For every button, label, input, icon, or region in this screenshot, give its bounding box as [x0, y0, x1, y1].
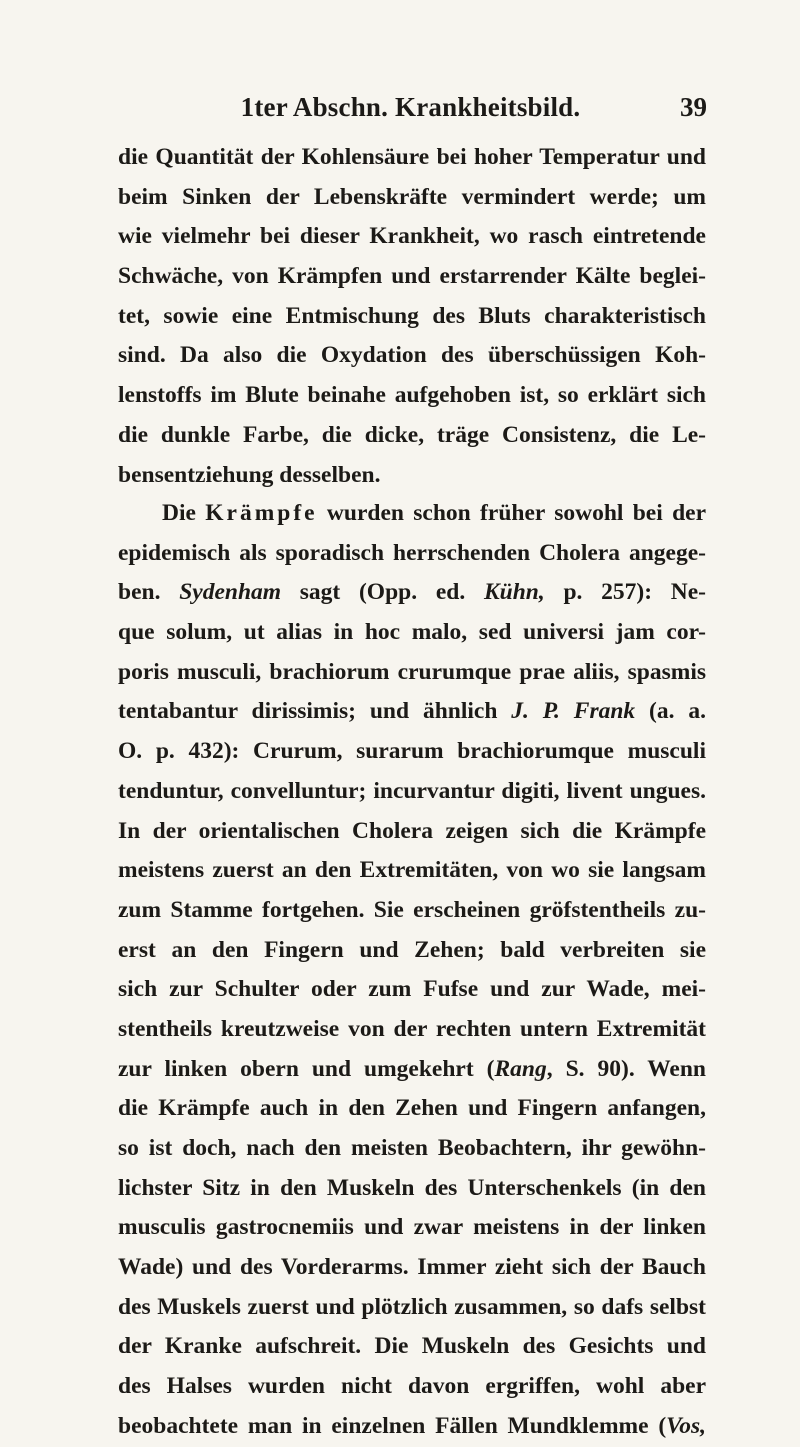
- text-line: O. p. 432): Crurum, surarum brachiorumque musculi: [118, 738, 706, 765]
- text-line: que solum, ut alias in hoc malo, sed universi jam cor-: [118, 619, 706, 646]
- running-header: [118, 92, 707, 136]
- text-line: zum Stamme fortgehen. Sie erscheinen gröfstentheils zu-: [118, 896, 706, 923]
- line-text: tentabantur dirissimis; und ähnlich: [118, 698, 512, 725]
- header-title: 1ter Abschn. Krankheitsbild.: [240, 92, 581, 122]
- text-line: so ist doch, nach den meisten Beobachtern, ihr gewöhn-: [118, 1135, 706, 1161]
- editor-name: Kühn,: [483, 579, 545, 606]
- text-line: die dunkle Farbe, die dicke, träge Consistenz, die Le-: [118, 421, 706, 448]
- line-text: wurden schon früher sowohl bei der: [317, 500, 706, 526]
- text-line: bensentziehung desselben.: [118, 461, 381, 488]
- page-number: 39: [680, 92, 707, 122]
- line-text: sagt (Opp. ed.: [281, 579, 484, 606]
- text-line: beim Sinken der Lebenskräfte vermindert werde; um: [118, 183, 706, 210]
- text-line: erst an den Fingern und Zehen; bald verbreiten sie: [118, 936, 706, 963]
- text-line: sich zur Schulter oder zum Fufse und zur Wade, mei-: [118, 976, 706, 1003]
- author-name: Rang: [494, 1055, 547, 1082]
- text-line: die Quantität der Kohlensäure bei hoher Temperatur und: [118, 144, 706, 170]
- paragraph-1: [118, 138, 706, 495]
- text-line: sind. Da also die Oxydation des überschüssigen Koh-: [118, 342, 706, 369]
- line-text: p. 257): Ne-: [544, 579, 706, 606]
- line-text: (a. a.: [635, 698, 706, 725]
- emphasized-term: Krämpfe: [205, 500, 318, 526]
- line-text: , S. 90). Wenn: [546, 1055, 706, 1082]
- line-text: zur linken obern und umgekehrt (: [118, 1055, 495, 1082]
- text-line: musculis gastrocnemiis und zwar meistens in der linken: [118, 1214, 706, 1241]
- author-name: J. P. Frank: [511, 698, 636, 725]
- text-line: [118, 1050, 706, 1090]
- line-text: ben.: [118, 579, 180, 606]
- text-line: lenstoffs im Blute beinahe aufgehoben ist, so erklärt sich: [118, 382, 706, 409]
- text-line: [118, 573, 706, 613]
- text-line: tet, sowie eine Entmischung des Bluts charakteristisch: [118, 302, 706, 329]
- text-line: epidemisch als sporadisch herrschenden Cholera angege-: [118, 539, 706, 566]
- line-text: beobachtete man in einzelnen Fällen Mundklemme (: [118, 1412, 667, 1439]
- text-line: [118, 692, 706, 732]
- text-line: der Kranke aufschreit. Die Muskeln des Gesichts und: [118, 1333, 706, 1360]
- paragraph-2: [118, 494, 706, 1447]
- text-line: meistens zuerst an den Extremitäten, von wo sie langsam: [118, 857, 706, 884]
- text-line: [118, 1407, 706, 1447]
- text-line: wie vielmehr bei dieser Krankheit, wo rasch eintretende: [118, 223, 706, 250]
- text-line: des Halses wurden nicht davon ergriffen, wohl aber: [118, 1373, 706, 1400]
- text-line: tenduntur, convelluntur; incurvantur digiti, livent ungues.: [118, 777, 706, 804]
- line-text: Die: [162, 500, 206, 526]
- text-line: Schwäche, von Krämpfen und erstarrender Kälte beglei-: [118, 263, 706, 290]
- text-line: In der orientalischen Cholera zeigen sich die Krämpfe: [118, 817, 706, 844]
- author-name: Sydenham: [179, 579, 282, 606]
- author-name: Vos,: [666, 1412, 706, 1439]
- text-line: lichster Sitz in den Muskeln des Unterschenkels (in den: [118, 1174, 706, 1201]
- text-line: poris musculi, brachiorum crurumque prae aliis, spasmis: [118, 658, 706, 685]
- text-line: stentheils kreutzweise von der rechten untern Extremität: [118, 1015, 706, 1042]
- text-line: Wade) und des Vorderarms. Immer zieht sich der Bauch: [118, 1254, 706, 1281]
- text-line: [118, 494, 706, 534]
- text-line: des Muskels zuerst und plötzlich zusammen, so dafs selbst: [118, 1293, 706, 1320]
- text-line: die Krämpfe auch in den Zehen und Fingern anfangen,: [118, 1095, 706, 1122]
